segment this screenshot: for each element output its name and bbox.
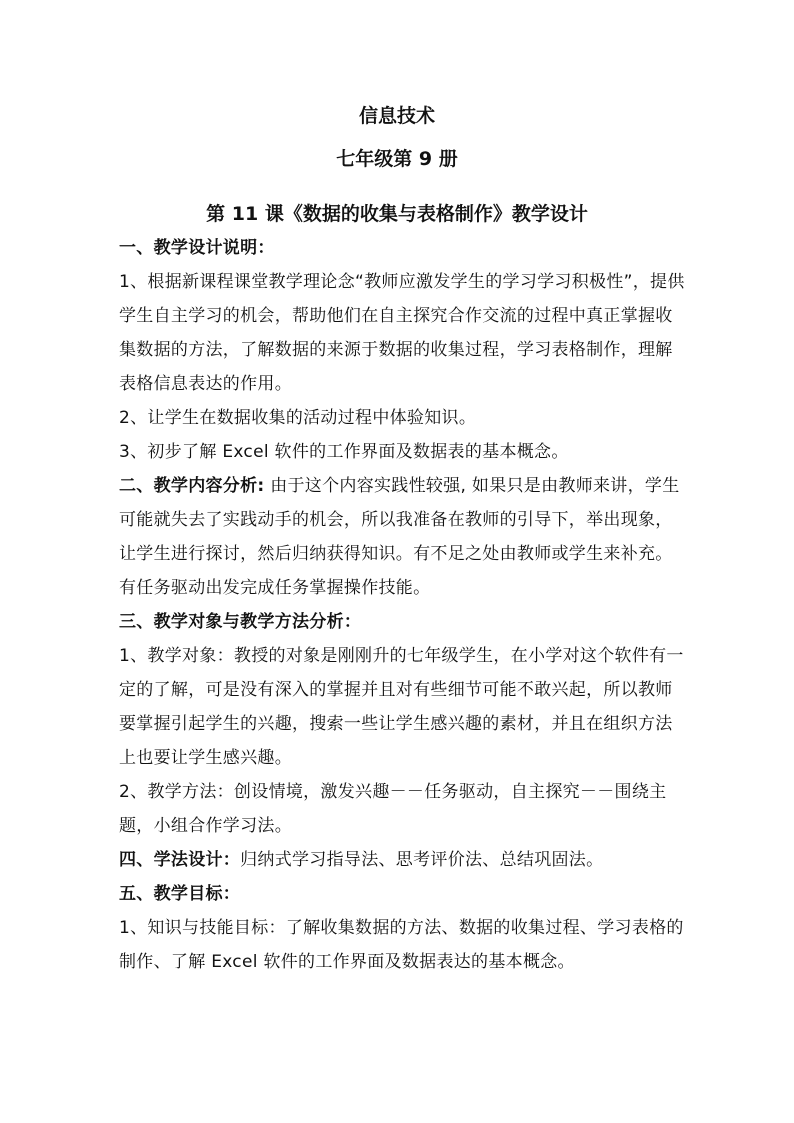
section-2-body: 由于这个内容实践性较强, 如果只是由教师来讲，学生可能就失去了实践动手的机会，所以我准备在教师的引导下，举出现象，让学生进行探讨，然后归纳获得知识。有不足之处由教师或学生来补充。有任务驱动出发完成任务掌握操作技能。 [119, 476, 680, 598]
section-3-heading: 三、教学对象与教学方法分析： [119, 612, 362, 632]
subject-title: 信息技术 [358, 105, 435, 127]
section-4-heading: 四、学法设计： [119, 850, 241, 870]
section-4-paragraph [119, 843, 685, 877]
section-1-item: 2、让学生在数据收集的活动过程中体验知识。 [119, 408, 477, 428]
section-2-paragraph [119, 469, 685, 605]
section-3-item: 1、教学对象：教授的对象是刚刚升的七年级学生，在小学对这个软件有一定的了解，可是没有深入的掌握并且对有些细节可能不敢兴起，所以教师要掌握引起学生的兴趣，搜索一些让学生感兴趣的素材，并且在组织方法上也要让学生感兴趣。 [119, 646, 684, 768]
section-5-item: 1、知识与技能目标：了解收集数据的方法、数据的收集过程、学习表格的制作、了解 Excel 软件的工作界面及数据表达的基本概念。 [119, 918, 684, 972]
section-1-item: 3、初步了解 Excel 软件的工作界面及数据表的基本概念。 [119, 442, 569, 462]
document-body [119, 231, 685, 979]
section-5-heading: 五、教学目标： [119, 884, 241, 904]
grade-title: 七年级第 9 册 [336, 148, 458, 170]
section-4-body: 归纳式学习指导法、思考评价法、总结巩固法。 [240, 850, 604, 870]
section-3-item: 2、教学方法：创设情境，激发兴趣－－任务驱动，自主探究－－围绕主题，小组合作学习法。 [119, 782, 667, 836]
section-2-heading: 二、教学内容分析: [119, 476, 265, 496]
section-1-item: 1、根据新课程课堂教学理论念“教师应激发学生的学习学习积极性”，提供学生自主学习的机会，帮助他们在自主探究合作交流的过程中真正掌握收集数据的方法，了解数据的来源于数据的收集过程，学习表格制作，理解表格信息表达的作用。 [119, 272, 685, 394]
section-1-heading: 一、教学设计说明： [119, 238, 275, 258]
lesson-title: 第 11 课《数据的收集与表格制作》教学设计 [206, 203, 588, 225]
